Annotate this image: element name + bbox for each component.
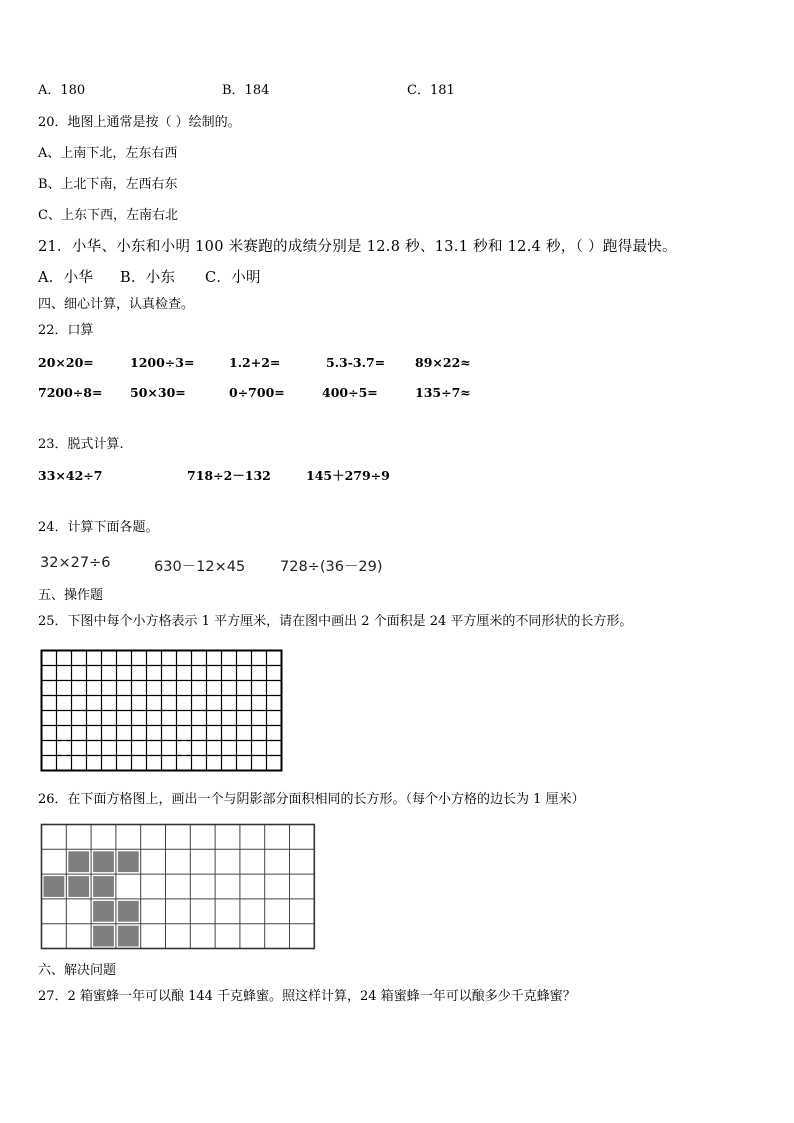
- q19-option-b: B．184: [222, 83, 270, 98]
- q23-stem: 23．脱式计算.: [38, 437, 124, 452]
- q20-stem: 20．地图上通常是按（ ）绘制的。: [38, 115, 241, 130]
- q22-r2-c2: 50×30=: [130, 385, 186, 400]
- q20-option-c: C、上东下西，左南右北: [38, 208, 178, 223]
- shaded-cell: [118, 901, 139, 922]
- q22-r2-c1: 7200÷8=: [38, 385, 103, 400]
- shaded-cell: [118, 926, 139, 947]
- shaded-cell: [93, 876, 114, 897]
- q20-option-b: B、上北下南，左西右东: [38, 177, 178, 192]
- q22-r1-c1: 20×20=: [38, 355, 94, 370]
- q27-stem: 27．2 箱蜜蜂一年可以酿 144 千克蜂蜜。照这样计算，24 箱蜜蜂一年可以酿多少千克蜂蜜？: [38, 989, 576, 1004]
- q19-option-c: C．181: [407, 83, 455, 98]
- q25-stem: 25．下图中每个小方格表示 1 平方厘米，请在图中画出 2 个面积是 24 平方厘米的不同形状的长方形。: [38, 614, 633, 629]
- q21-option-c: C．小明: [205, 270, 261, 286]
- q25-square-grid[interactable]: [40, 649, 286, 775]
- shaded-cell: [93, 851, 114, 872]
- q23-item-2: 718÷2－132: [187, 468, 271, 483]
- q21-option-a: A．小华: [38, 270, 94, 286]
- q22-stem: 22．口算: [38, 323, 94, 338]
- q24-item-3: 728÷(36－29): [280, 559, 383, 575]
- shaded-cell: [44, 876, 65, 897]
- section-4-title: 四、细心计算，认真检查。: [38, 297, 195, 312]
- shaded-cell: [68, 851, 89, 872]
- q22-r2-c4: 400÷5=: [322, 385, 378, 400]
- q24-item-2: 630－12×45: [154, 559, 246, 575]
- q26-square-grid[interactable]: [40, 823, 320, 951]
- section-6-title: 六、解决问题: [38, 963, 117, 978]
- q23-item-1: 33×42÷7: [38, 468, 103, 483]
- section-5-title: 五、操作题: [38, 588, 104, 603]
- shaded-cell: [68, 876, 89, 897]
- q22-r2-c5: 135÷7≈: [415, 385, 471, 400]
- shaded-cell: [93, 926, 114, 947]
- q26-stem: 26．在下面方格图上，画出一个与阴影部分面积相同的长方形。（每个小方格的边长为 1 厘米）: [38, 792, 585, 807]
- q20-option-a: A、上南下北，左东右西: [38, 146, 178, 161]
- q23-item-3: 145＋279÷9: [306, 468, 390, 483]
- q21-stem: 21．小华、小东和小明 100 米赛跑的成绩分别是 12.8 秒、13.1 秒和 12.4 秒，（ ）跑得最快。: [38, 239, 677, 255]
- q19-option-a: A．180: [38, 83, 86, 98]
- shaded-cell: [118, 851, 139, 872]
- q22-r1-c2: 1200÷3=: [130, 355, 195, 370]
- q22-r1-c4: 5.3-3.7=: [326, 355, 386, 370]
- q24-stem: 24．计算下面各题。: [38, 520, 159, 535]
- q21-option-b: B．小东: [120, 270, 176, 286]
- q22-r1-c5: 89×22≈: [415, 355, 471, 370]
- q22-r1-c3: 1.2+2=: [229, 355, 281, 370]
- q22-r2-c3: 0÷700=: [229, 385, 285, 400]
- shaded-cell: [93, 901, 114, 922]
- q24-item-1: 32×27÷6: [40, 555, 111, 571]
